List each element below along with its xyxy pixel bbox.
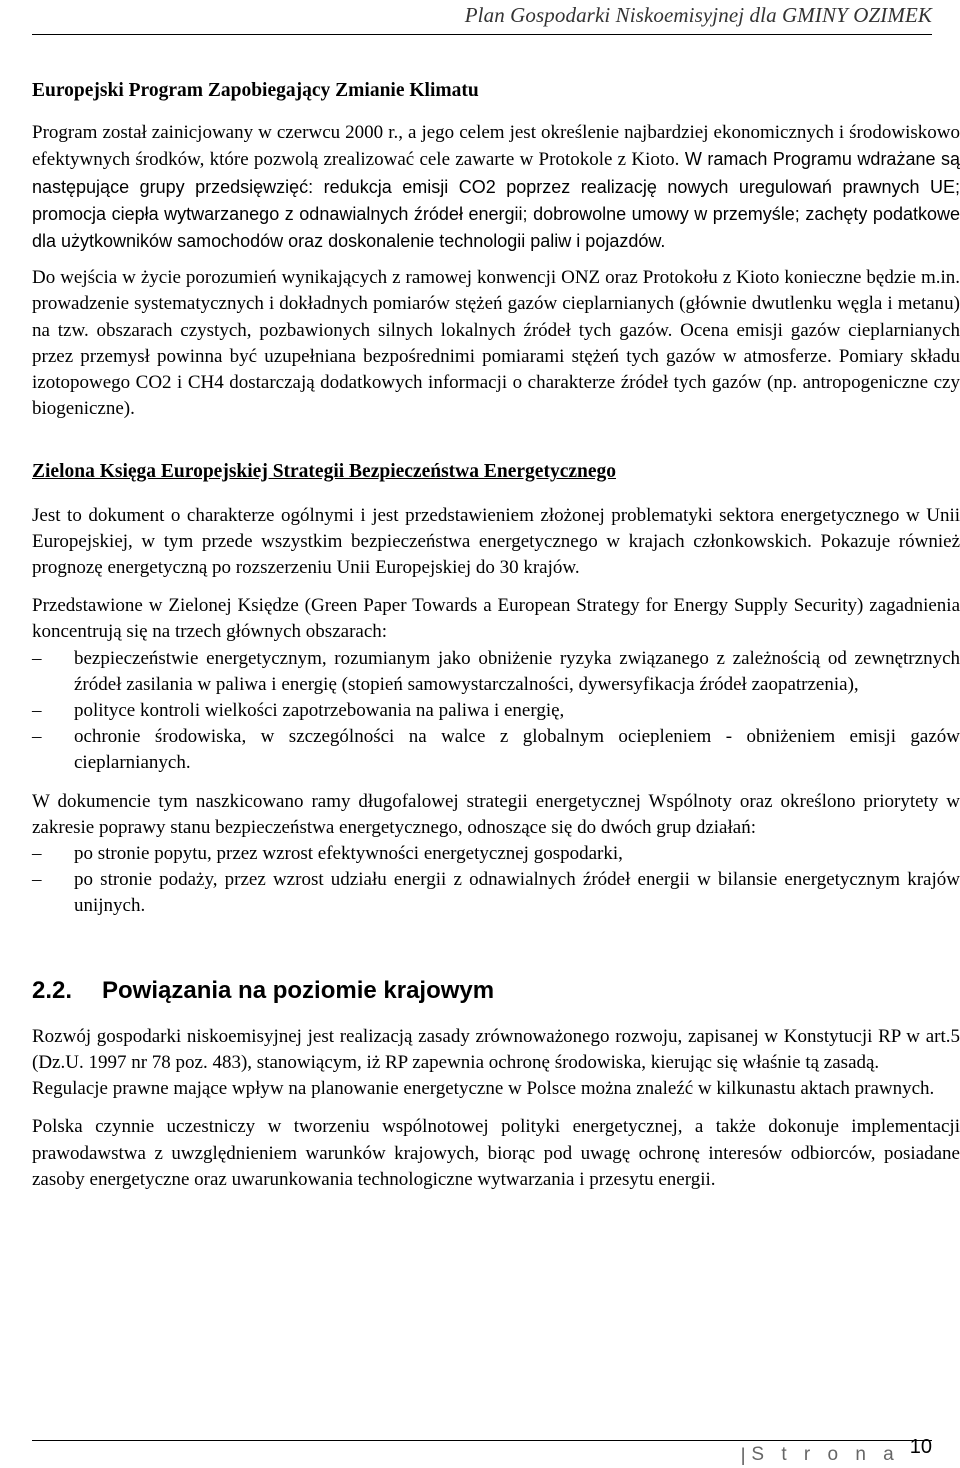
running-header: Plan Gospodarki Niskoemisyjnej dla GMINY OZIMEK bbox=[464, 3, 932, 27]
paragraph: Polska czynnie uczestniczy w tworzeniu wspólnotowej polityki energetycznej, a także dokonuje implementacji prawodawstwa z uwzględnieniem warunków krajowych, biorąc pod uwagę ochronę interesów odbiorców, posiadane zasoby energetyczne oraz uwarunkowania technologiczne wytwarzania i przesytu energii. bbox=[32, 1116, 960, 1190]
dash-list bbox=[32, 646, 960, 777]
section-title: Powiązania na poziomie krajowym bbox=[102, 976, 495, 1004]
paragraph-text: Program został zainicjowany w czerwcu 2000 r., a jego celem jest określenie najbardziej ekonomicznych i środowiskowo efektywnych środków, które pozwolą zrealizować cele zawarte w Protokole z Kioto. bbox=[32, 122, 960, 171]
section-heading-climate-program: Europejski Program Zapobiegający Zmianie Klimatu bbox=[32, 80, 479, 101]
footer-page-label: S t r o n a bbox=[751, 1444, 900, 1465]
footer-rule bbox=[32, 1440, 932, 1441]
section-heading-national bbox=[32, 976, 960, 1006]
page-number: 10 bbox=[909, 1436, 932, 1458]
section-number: 2.2. bbox=[32, 976, 73, 1004]
dash-list bbox=[32, 841, 960, 920]
paragraph: Do wejścia w życie porozumień wynikających z ramowej konwencji ONZ oraz Protokołu z Kioto konieczne będzie m.in. prowadzenie systematycznych i dokładnych pomiarów stężeń gazów cieplarnianych (głównie dwutlenku węgla i metanu) na tzw. obszarach czystych, pozbawionych silnych lokalnych źródeł tych gazów. Ocena emisji gazów cieplarnianych przez przemysł powinna być uzupełniana bezpośrednimi pomiarami stężeń tych gazów w atmosferze. Pomiary składu izotopowego CO2 i CH4 dostarczają dodatkowych informacji o charakterze źródeł tych gazów (np. antropogeniczne czy biogeniczne). bbox=[32, 267, 960, 420]
dash-bullet: – bbox=[32, 647, 42, 669]
paragraph: Jest to dokument o charakterze ogólnymi i jest przedstawieniem złożonej problematyki sektora energetycznego w Unii Europejskiej, w tym przede wszystkim bezpieczeństwa energetycznego w krajach członkowskich. Pokazuje również prognozę energetyczną po rozszerzeniu Unii Europejskiej do 30 krajów. bbox=[32, 504, 960, 579]
list-item bbox=[32, 841, 960, 867]
paragraph-text-sans: W ramach Programu wdrażane są następujące grupy przedsięwzięć: redukcja emisji CO2 poprzez realizację nowych uregulowań prawnych UE; promocja ciepła wytwarzanego z odnawialnych źródeł energii; dobrowolne umowy w przemyśle; zachęty podatkowe dla użytkowników samochodów oraz doskonalenie technologii paliw i pojazdów. bbox=[32, 149, 960, 252]
dash-bullet: – bbox=[32, 869, 42, 891]
paragraph: Przedstawione w Zielonej Księdze (Green Paper Towards a European Strategy for Energy Supply Security) zagadnienia koncentrują się na trzech głównych obszarach: bbox=[32, 595, 960, 643]
paragraph: Regulacje prawne mające wpływ na planowanie energetyczne w Polsce można znaleźć w kilkunastu aktach prawnych. bbox=[32, 1078, 935, 1100]
paragraph: W dokumencie tym naszkicowano ramy długofalowej strategii energetycznej Wspólnoty oraz określono priorytety w zakresie poprawy stanu bezpieczeństwa energetycznego, odnoszące się do dwóch grup działań: bbox=[32, 790, 960, 838]
dash-bullet: – bbox=[32, 726, 42, 748]
dash-bullet: – bbox=[32, 843, 42, 865]
list-item bbox=[32, 867, 960, 919]
dash-bullet: – bbox=[32, 700, 42, 722]
list-item bbox=[32, 698, 960, 724]
list-item-text: bezpieczeństwie energetycznym, rozumianym jako obniżenie ryzyka związanego z zależnością od zewnętrznych źródeł zasilania w paliwa i energię (stopień samowystarczalności, dywersyfikacja źródeł zaopatrzenia), bbox=[74, 647, 960, 695]
section-heading-green-paper: Zielona Księga Europejskiej Strategii Bezpieczeństwa Energetycznego bbox=[32, 461, 617, 483]
paragraph: Rozwój gospodarki niskoemisyjnej jest realizacją zasady zrównoważonego rozwoju, zapisanej w Konstytucji RP w art.5 (Dz.U. 1997 nr 78 poz. 483), stanowiącym, iż RP zapewnia ochronę środowiska, kierując się właśnie tą zasadą. bbox=[32, 1025, 960, 1073]
list-item-text: ochronie środowiska, w szczególności na walce z globalnym ociepleniem - obniżeniem emisji gazów cieplarnianych. bbox=[74, 726, 960, 774]
list-item bbox=[32, 724, 960, 776]
list-item-text: po stronie popytu, przez wzrost efektywności energetycznej gospodarki, bbox=[74, 843, 623, 865]
header-rule bbox=[32, 34, 932, 35]
footer-separator: | bbox=[740, 1445, 746, 1465]
page-content bbox=[32, 78, 960, 1193]
list-item-text: polityce kontroli wielkości zapotrzebowania na paliwa i energię, bbox=[74, 700, 565, 722]
paragraph bbox=[32, 120, 960, 255]
page-footer bbox=[740, 1436, 932, 1467]
list-item bbox=[32, 646, 960, 698]
list-item-text: po stronie podaży, przez wzrost udziału energii z odnawialnych źródeł energii w bilansie energetycznym krajów unijnych. bbox=[74, 869, 960, 917]
